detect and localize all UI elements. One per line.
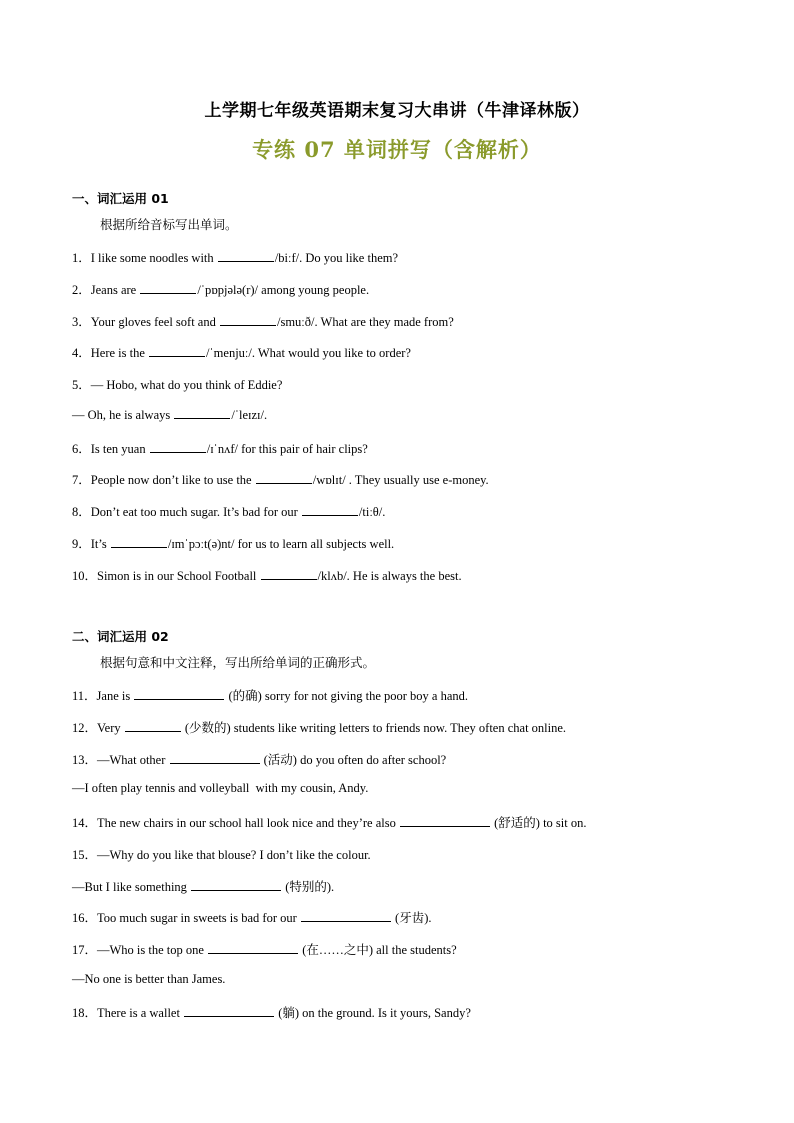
question-5-reply <box>72 407 267 423</box>
question-text: /ɪmˈpɔːt(ə)nt/ for us to learn all subjects well. <box>167 537 395 551</box>
question-7 <box>72 470 489 488</box>
question-11 <box>72 686 468 704</box>
question-4 <box>72 343 411 361</box>
question-text: (特别的). <box>282 880 335 894</box>
question-text: 6．Is ten yuan <box>72 442 149 456</box>
answer-blank[interactable] <box>400 815 490 827</box>
question-text: (的确) sorry for not giving the poor boy a hand. <box>225 689 469 703</box>
question-15-reply <box>72 877 334 895</box>
answer-blank[interactable] <box>134 688 224 700</box>
answer-blank[interactable] <box>302 504 358 516</box>
question-text: /tiːθ/. <box>358 505 386 519</box>
answer-blank[interactable] <box>220 314 276 326</box>
answer-blank[interactable] <box>191 879 281 891</box>
question-text: /smuːð/. What are they made from? <box>276 315 454 329</box>
question-1 <box>72 248 398 266</box>
question-text: 10．Simon is in our School Football <box>72 569 260 583</box>
answer-blank[interactable] <box>301 910 391 922</box>
question-text: /ˈleɪzɪ/. <box>231 408 268 422</box>
question-text: /klʌb/. He is always the best. <box>317 569 462 583</box>
question-13 <box>72 750 446 768</box>
section-2-heading: 二、词汇运用 02 <box>72 629 169 644</box>
question-8 <box>72 502 385 520</box>
question-text: 12．Very <box>72 721 124 735</box>
question-text: 4．Here is the <box>72 346 149 360</box>
question-text: 16．Too much sugar in sweets is bad for our <box>72 911 300 925</box>
answer-blank[interactable] <box>218 250 274 262</box>
question-text: 7．People now don’t like to use the <box>72 473 255 487</box>
question-text: /ɪˈnʌf/ for this pair of hair clips? <box>206 442 368 456</box>
answer-blank[interactable] <box>140 282 196 294</box>
question-text: (舒适的) to sit on. <box>491 816 587 830</box>
answer-blank[interactable] <box>174 407 230 419</box>
question-text: 8．Don’t eat too much sugar. It’s bad for our <box>72 505 301 519</box>
question-text: 17．—Who is the top one <box>72 943 208 957</box>
question-text: /ˈmenjuː/. What would you like to order? <box>206 346 411 360</box>
question-text: 9．It’s <box>72 537 110 551</box>
question-3 <box>72 312 454 330</box>
answer-blank[interactable] <box>184 1005 274 1017</box>
question-6 <box>72 439 368 457</box>
question-2 <box>72 280 369 298</box>
question-text: 18．There is a wallet <box>72 1006 184 1020</box>
question-text: 15．—Why do you like that blouse? I don’t like the colour. <box>72 848 371 862</box>
answer-blank[interactable] <box>208 942 298 954</box>
answer-blank[interactable] <box>149 345 205 357</box>
question-17 <box>72 940 457 958</box>
question-13-reply <box>72 781 368 796</box>
question-16 <box>72 908 431 926</box>
answer-blank[interactable] <box>256 472 312 484</box>
question-text: — Oh, he is always <box>72 408 174 422</box>
question-18 <box>72 1003 471 1021</box>
question-text: 5．— Hobo, what do you think of Eddie? <box>72 378 283 392</box>
question-5 <box>72 375 282 393</box>
question-15 <box>72 845 371 863</box>
question-text: (躺) on the ground. Is it yours, Sandy? <box>275 1006 471 1020</box>
question-14 <box>72 813 586 831</box>
question-text: 11．Jane is <box>72 689 134 703</box>
question-text: /biːf/. Do you like them? <box>274 251 399 265</box>
answer-blank[interactable] <box>261 568 317 580</box>
question-text: —I often play tennis and volleyball with my cousin, Andy. <box>72 781 369 795</box>
question-text: /wɒlɪt/ . They usually use e-money. <box>312 473 489 487</box>
document-subtitle: 专练 07 单词拼写（含解析） <box>252 137 542 162</box>
section-1-instruction: 根据所给音标写出单词。 <box>100 217 238 232</box>
section-2-instruction: 根据句意和中文注释，写出所给单词的正确形式。 <box>100 655 376 670</box>
question-text: (少数的) students like writing letters to friends now. They often chat online. <box>181 721 567 735</box>
question-text: 3．Your gloves feel soft and <box>72 315 219 329</box>
question-text: —No one is better than James. <box>72 972 226 986</box>
section-1-heading: 一、词汇运用 01 <box>72 191 169 206</box>
question-text: (牙齿). <box>391 911 432 925</box>
question-10 <box>72 566 462 584</box>
question-9 <box>72 534 394 552</box>
question-text: —But I like something <box>72 880 191 894</box>
question-text: 2．Jeans are <box>72 283 140 297</box>
document-title: 上学期七年级英语期末复习大串讲（牛津译林版） <box>204 101 590 121</box>
question-text: (活动) do you often do after school? <box>260 753 447 767</box>
answer-blank[interactable] <box>170 752 260 764</box>
question-text: 13．—What other <box>72 753 169 767</box>
question-text: (在……之中) all the students? <box>299 943 457 957</box>
question-17-reply <box>72 972 225 987</box>
answer-blank[interactable] <box>125 720 181 732</box>
answer-blank[interactable] <box>111 536 167 548</box>
question-text: /ˈpɒpjələ(r)/ among young people. <box>197 283 370 297</box>
question-text: 1．I like some noodles with <box>72 251 217 265</box>
answer-blank[interactable] <box>150 441 206 453</box>
question-text: 14．The new chairs in our school hall look nice and they’re also <box>72 816 399 830</box>
question-12 <box>72 718 566 736</box>
